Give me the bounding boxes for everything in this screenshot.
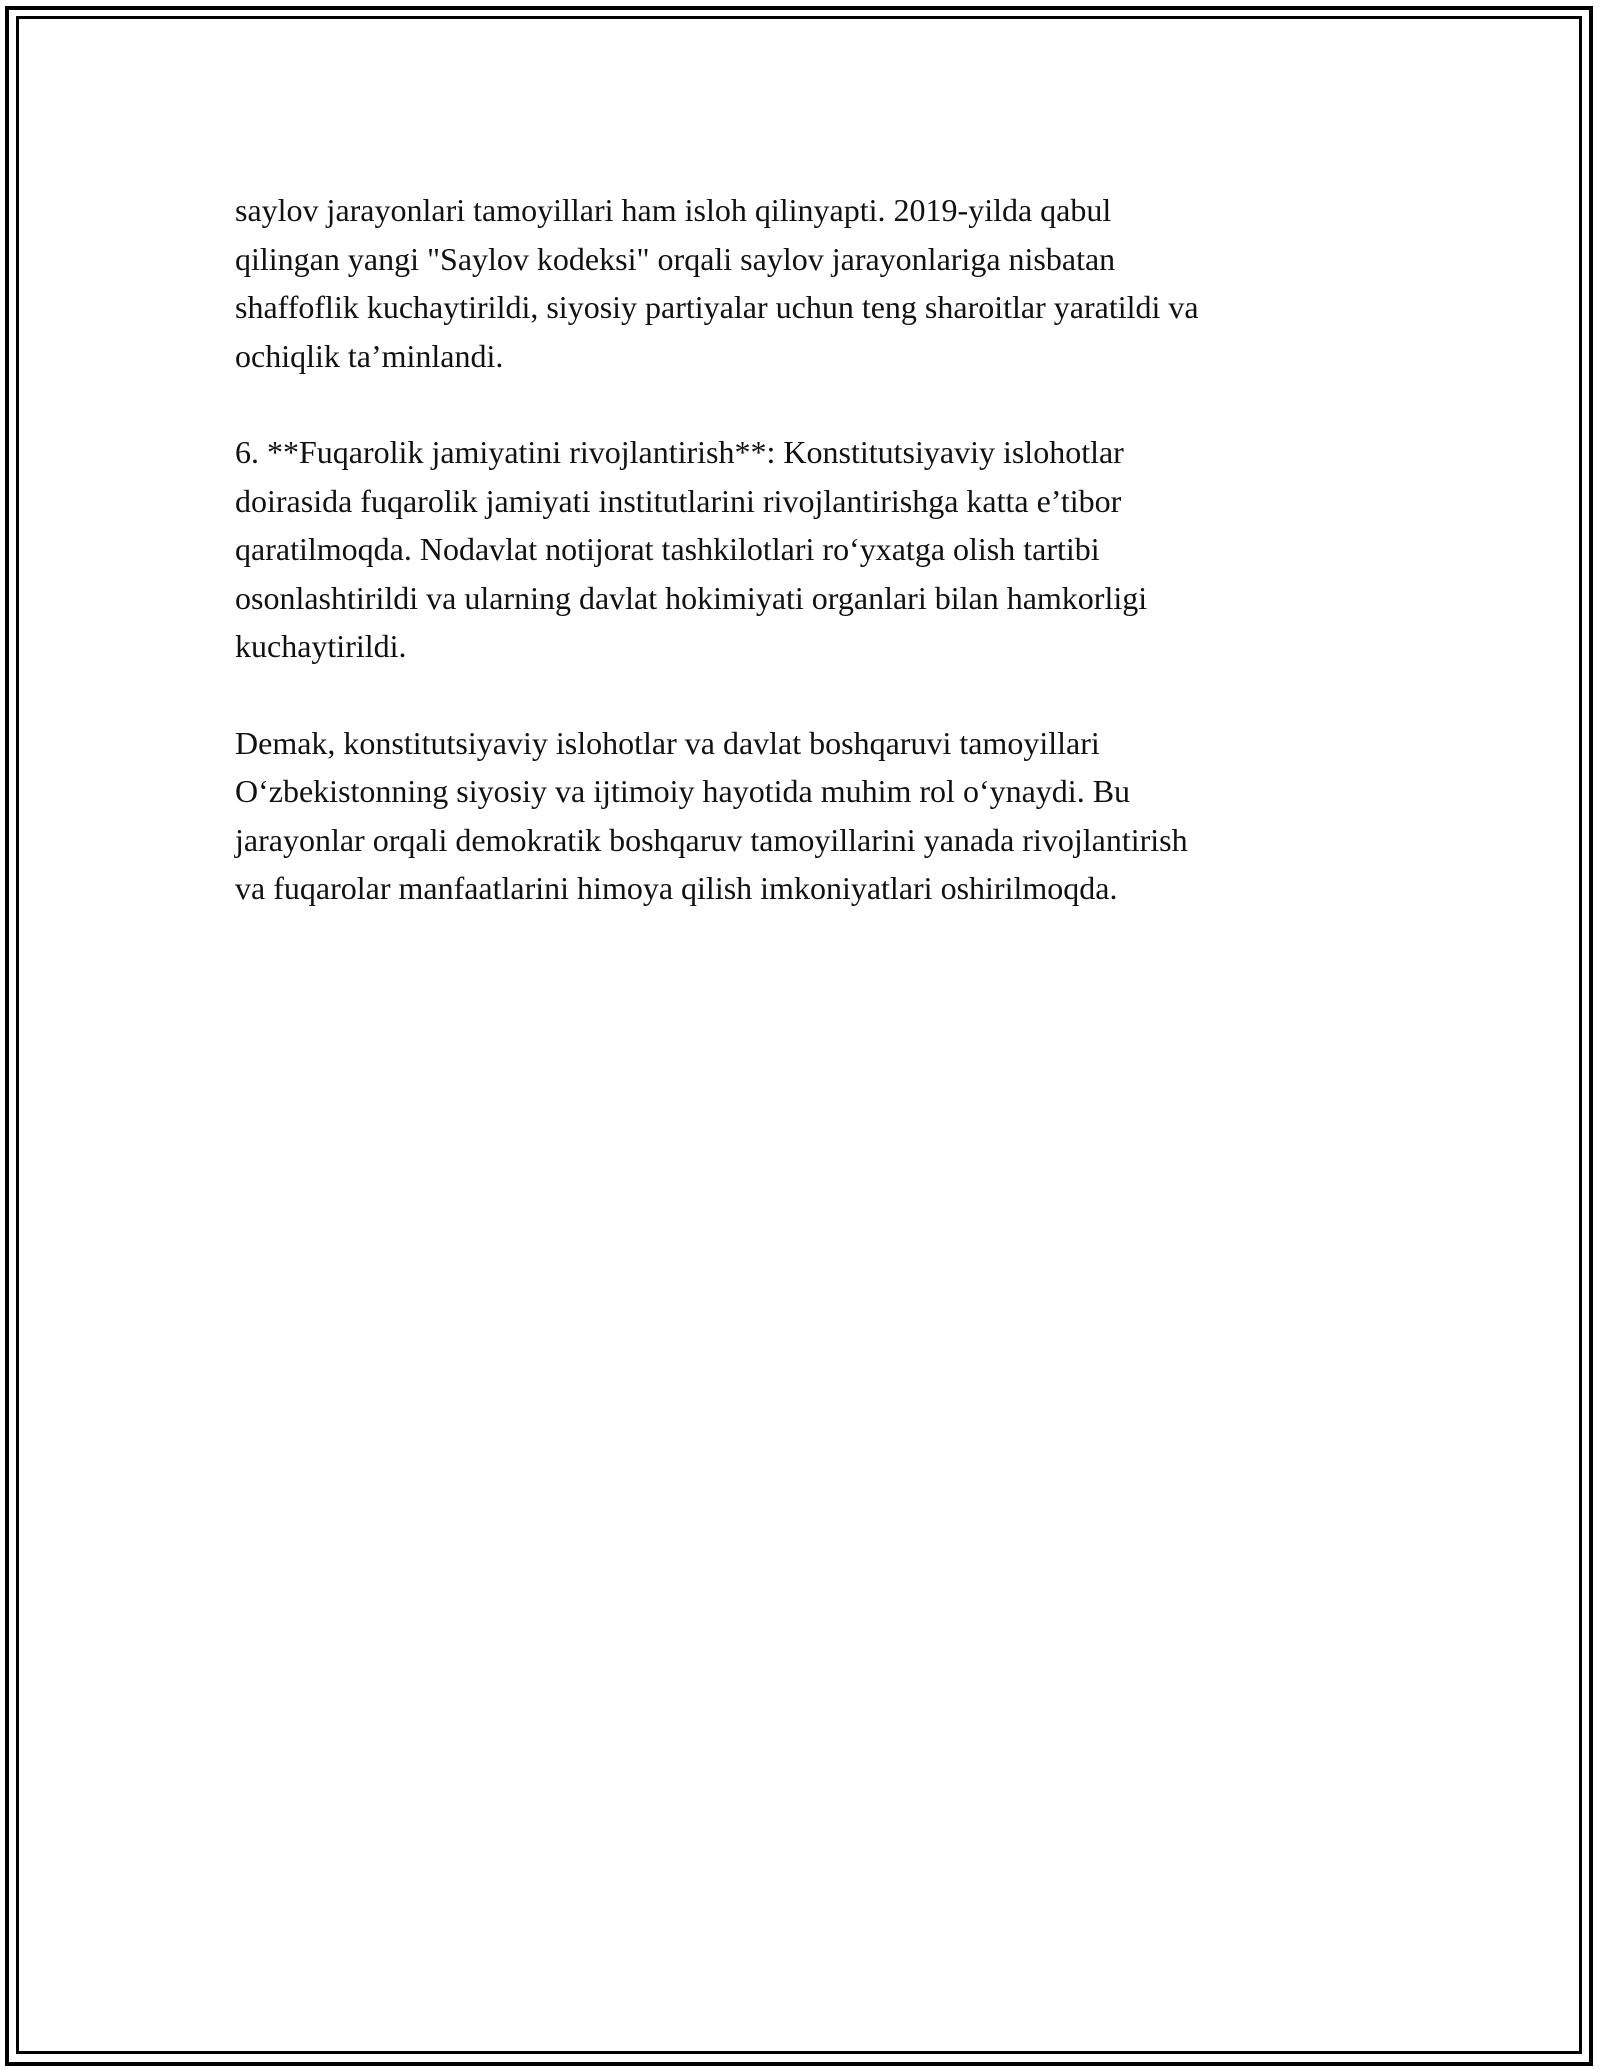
text-line: kuchaytirildi. <box>235 628 407 664</box>
paragraph-saylov-kodeksi <box>235 186 1355 380</box>
paragraph-conclusion <box>235 719 1355 913</box>
text-line: jarayonlar orqali demokratik boshqaruv tamoyillarini yanada rivojlantirish <box>235 821 1188 858</box>
document-body <box>235 186 1355 961</box>
text-line: osonlashtirildi va ularning davlat hokimiyati organlari bilan hamkorligi <box>235 579 1148 616</box>
text-line: qilingan yangi "Saylov kodeksi" orqali saylov jarayonlariga nisbatan <box>235 240 1116 277</box>
text-line: doirasida fuqarolik jamiyati institutlarini rivojlantirishga katta e’tibor <box>235 482 1122 519</box>
text-line: shaffoflik kuchaytirildi, siyosiy partiyalar uchun teng sharoitlar yaratildi va <box>235 289 1199 325</box>
text-line: qaratilmoqda. Nodavlat notijorat tashkilotlari ro‘yxatga olish tartibi <box>235 531 1100 567</box>
paragraph-fuqarolik-jamiyati <box>235 428 1355 671</box>
text-line: 6. **Fuqarolik jamiyatini rivojlantirish**: Konstitutsiyaviy islohotlar <box>235 434 1124 470</box>
text-line: ochiqlik ta’minlandi. <box>235 337 504 374</box>
text-line: O‘zbekistonning siyosiy va ijtimoiy hayotida muhim rol o‘ynaydi. Bu <box>235 773 1131 809</box>
text-line: Demak, konstitutsiyaviy islohotlar va davlat boshqaruvi tamoyillari <box>235 724 1100 761</box>
text-line: saylov jarayonlari tamoyillari ham isloh qilinyapti. 2019-yilda qabul <box>235 192 1112 228</box>
text-line: va fuqarolar manfaatlarini himoya qilish imkoniyatlari oshirilmoqda. <box>235 870 1118 906</box>
